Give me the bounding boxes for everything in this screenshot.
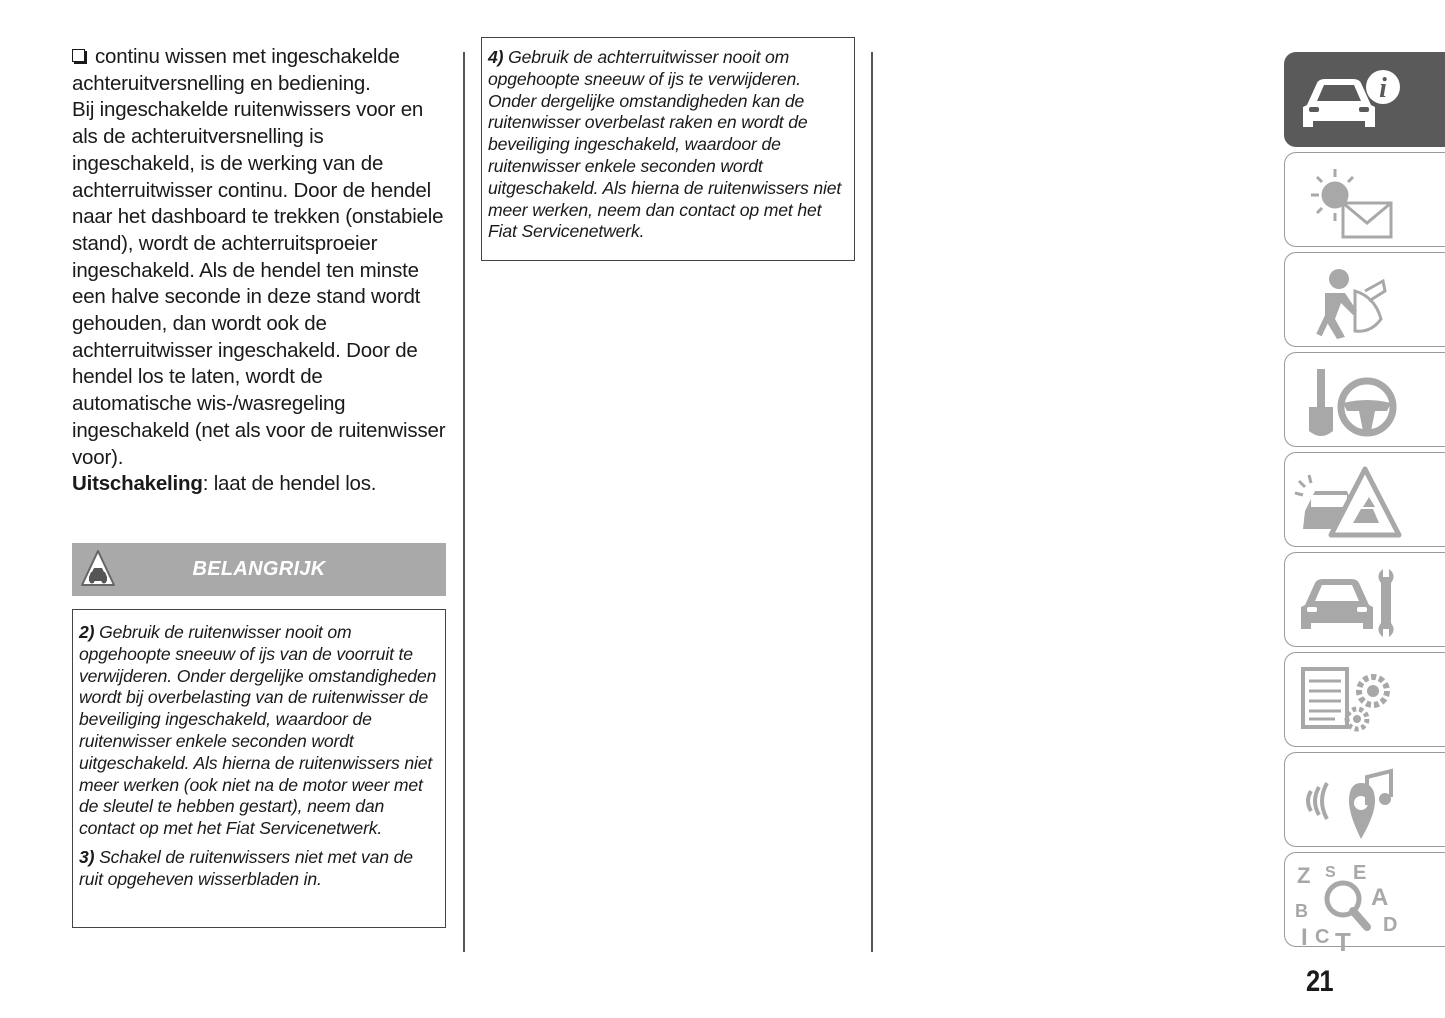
tab-index[interactable] xyxy=(1284,852,1445,957)
column-divider xyxy=(871,52,873,952)
warning-notes-box xyxy=(72,609,446,928)
page-number: 21 xyxy=(1306,965,1333,998)
svg-text:B: B xyxy=(1295,901,1308,921)
tab-warning-lights[interactable] xyxy=(1284,152,1445,247)
body-paragraph: Bij ingeschakelde ruitenwissers voor en als de achteruitversnelling is ingeschakeld, is de werking van de achterruitwisser continu. Door de hendel naar het dashboard te trekken (onstabiele stand), wordt de achterruitsproeier ingeschakeld. Als de hendel ten minste een halve seconde in deze stand wordt gehouden, dan wordt ook de achterruitwisser ingeschakeld. Door de hendel los te laten, wordt de automatische wis-/wasregeling ingeschakeld (net als voor de ruitenwisser voor). xyxy=(72,98,446,469)
tab-starting-driving[interactable] xyxy=(1284,352,1445,447)
tab-multimedia[interactable] xyxy=(1284,752,1445,847)
svg-text:Z: Z xyxy=(1297,863,1311,888)
svg-text:S: S xyxy=(1325,864,1336,881)
tab-maintenance[interactable] xyxy=(1284,552,1445,647)
car-maintenance-icon xyxy=(1295,561,1405,641)
note-text: Gebruik de achterruitwisser nooit om opgehoopte sneeuw of ijs te verwijderen. Onder dergelijke omstandigheden kan de ruitenwisser overbelast raken en wordt de beveiliging ingeschakeld, waardoor de ruitenwisser enkele seconden wordt uitgeschakeld. Als hierna de ruitenwissers niet meer werken, neem dan contact op met het Fiat Servicenetwerk. xyxy=(488,47,842,242)
tab-car-info[interactable] xyxy=(1284,52,1445,147)
switch-off-text: : laat de hendel los. xyxy=(202,472,377,496)
svg-text:D: D xyxy=(1383,914,1398,936)
note-number: 4) xyxy=(488,47,504,67)
svg-text:E: E xyxy=(1353,862,1367,884)
note-4 xyxy=(488,47,850,243)
svg-text:i: i xyxy=(1379,73,1387,104)
note-text: Schakel de ruitenwissers niet met van de ruit opgeheven wisserbladen in. xyxy=(79,846,413,889)
tab-technical-data[interactable] xyxy=(1284,652,1445,747)
main-text-column xyxy=(72,44,447,498)
note-text: Gebruik de ruitenwisser nooit om opgehoopte sneeuw of ijs van de voorruit te verwijderen. Onder dergelijke omstandigheden wordt bij overbelasting van de ruitenwisser de beveiliging ingeschakeld, waardoor de ruitenwisser enkele seconden wordt uitgeschakeld. Als hierna de ruitenwissers niet meer werken (ook niet na de motor weer met de sleutel te hebben gestart), neem dan contact op met het Fiat Servicenetwerk. xyxy=(79,622,437,839)
note-3 xyxy=(79,847,441,891)
note-number: 2) xyxy=(79,622,95,642)
key-steering-wheel-icon xyxy=(1295,361,1405,441)
index-icon xyxy=(1295,861,1405,957)
svg-text:C: C xyxy=(1315,926,1330,948)
bullet-text: continu wissen met ingeschakelde achteruitversnelling en bediening. xyxy=(72,45,400,95)
tab-emergency[interactable] xyxy=(1284,452,1445,547)
emergency-icon xyxy=(1295,461,1405,541)
airbag-safety-icon xyxy=(1295,261,1405,341)
column-divider xyxy=(463,52,465,952)
switch-off-line xyxy=(72,471,447,498)
svg-text:A: A xyxy=(1371,884,1389,911)
note-number: 3) xyxy=(79,846,95,867)
warning-lights-icon xyxy=(1295,161,1405,241)
note-4-box xyxy=(481,37,855,261)
switch-off-label: Uitschakeling xyxy=(72,472,203,496)
warning-header xyxy=(72,543,446,596)
technical-data-icon xyxy=(1295,661,1405,741)
tab-safety[interactable] xyxy=(1284,252,1445,347)
svg-text:I: I xyxy=(1301,924,1308,951)
multimedia-icon xyxy=(1295,761,1405,841)
warning-title: BELANGRIJK xyxy=(192,558,326,580)
svg-text:T: T xyxy=(1335,927,1351,957)
bullet-item xyxy=(72,44,447,97)
checkbox-bullet-icon xyxy=(72,49,85,62)
car-info-icon xyxy=(1295,61,1405,141)
note-2 xyxy=(79,622,441,840)
